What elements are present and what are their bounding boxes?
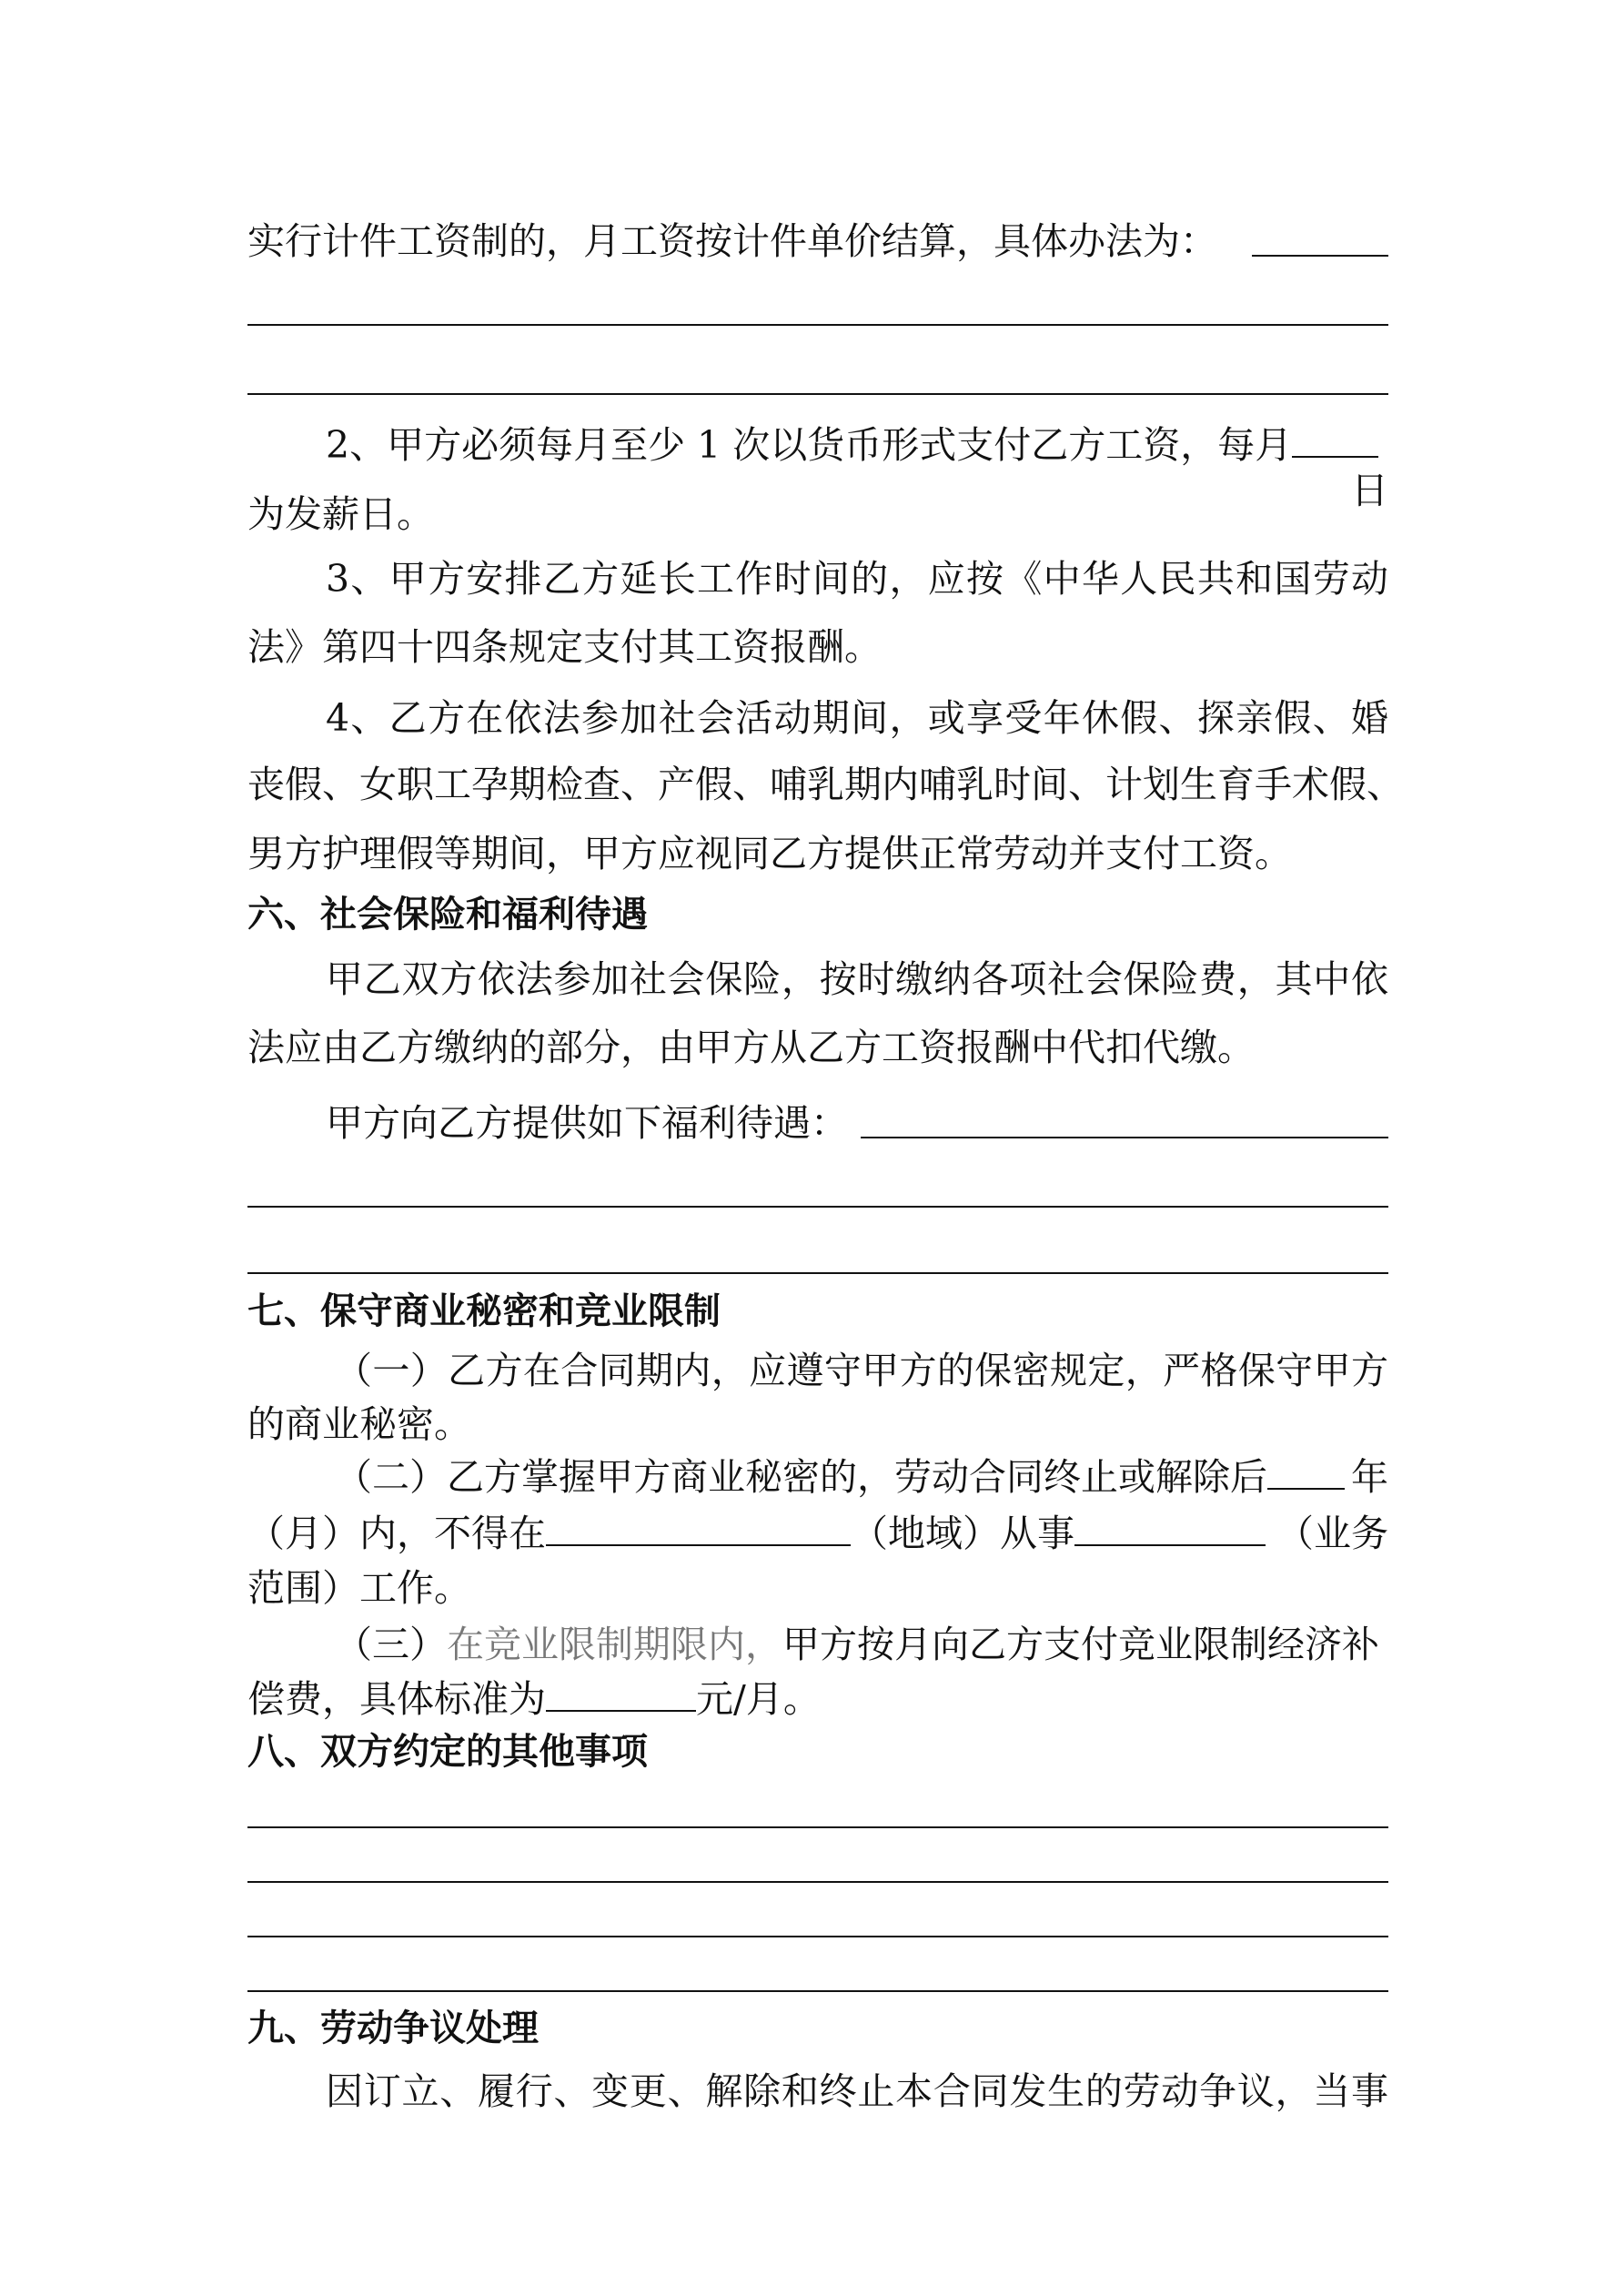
section-9-heading: 九、劳动争议处理 — [247, 2008, 539, 2049]
item-2-cont: 为发薪日。 — [247, 492, 434, 536]
item-4-cont2: 男方护理假等期间，甲方应视同乙方提供正常劳动并支付工资。 — [247, 832, 1292, 875]
welfare-blank[interactable] — [861, 1106, 1388, 1138]
clause-3-text: 甲方按月向乙方支付竞业限制经济补 — [782, 1623, 1379, 1666]
clause-2-text2: （月）内，不得在 — [247, 1512, 546, 1555]
fill-line[interactable] — [247, 393, 1388, 395]
section-9-text: 因订立、履行、变更、解除和终止本合同发生的劳动争议，当事 — [326, 2069, 1388, 2113]
region-blank[interactable] — [546, 1513, 851, 1546]
fill-line[interactable] — [247, 1936, 1388, 1937]
fill-line[interactable] — [247, 324, 1388, 326]
clause-2-cont2: 范围）工作。 — [247, 1566, 471, 1610]
fill-line[interactable] — [247, 1272, 1388, 1274]
clause-3-line — [247, 1622, 1388, 1667]
business-blank[interactable] — [1074, 1513, 1266, 1546]
clause-2-line — [247, 1454, 1388, 1500]
clause-2-text3: （地域）从事 — [851, 1512, 1074, 1555]
section-6-cont: 法应由乙方缴纳的部分，由甲方从乙方工资报酬中代扣代缴。 — [247, 1026, 1255, 1069]
piece-rate-text: 实行计件工资制的，月工资按计件单价结算，具体办法为： — [247, 219, 1217, 263]
clause-3-unit: 元/月。 — [696, 1677, 821, 1721]
section-8-heading: 八、双方约定的其他事项 — [247, 1731, 648, 1773]
item-4-cont: 丧假、女职工孕期检查、产假、哺乳期内哺乳时间、计划生育手术假、 — [247, 763, 1404, 806]
clause-2-text: （二）乙方掌握甲方商业秘密的，劳动合同终止或解除后 — [335, 1455, 1267, 1499]
section-6-heading: 六、社会保险和福利待遇 — [247, 894, 648, 936]
fill-line[interactable] — [247, 1206, 1388, 1208]
piece-rate-line — [247, 218, 1388, 264]
clause-3-text2: 偿费，具体标准为 — [247, 1677, 546, 1721]
item-4-text: 4、乙方在依法参加社会活动期间，或享受年休假、探亲假、婚 — [326, 696, 1388, 740]
clause-3-cont — [247, 1676, 1388, 1722]
item-3-cont: 法》第四十四条规定支付其工资报酬。 — [247, 625, 882, 669]
clause-1-text: （一）乙方在合同期内，应遵守甲方的保密规定，严格保守甲方 — [335, 1349, 1388, 1392]
item-2-day: 日 — [1351, 469, 1388, 512]
item-3-text: 3、甲方安排乙方延长工作时间的，应按《中华人民共和国劳动 — [326, 557, 1388, 601]
clause-3-num: （三） — [335, 1623, 447, 1666]
welfare-line — [247, 1100, 1388, 1146]
welfare-text: 甲方向乙方提供如下福利待遇： — [326, 1101, 848, 1145]
amount-blank[interactable] — [546, 1679, 696, 1712]
clause-1-cont: 的商业秘密。 — [247, 1402, 471, 1446]
fill-blank[interactable] — [1252, 224, 1388, 257]
section-7-heading: 七、保守商业秘密和竞业限制 — [247, 1290, 721, 1332]
item-2-text: 2、甲方必须每月至少 1 次以货币形式支付乙方工资，每月 — [326, 423, 1293, 467]
payday-blank[interactable] — [1292, 425, 1378, 458]
section-6-text: 甲乙双方依法参加社会保险，按时缴纳各项社会保险费，其中依 — [326, 957, 1388, 1001]
fill-line[interactable] — [247, 1990, 1388, 1992]
clause-2-text4: （业务 — [1276, 1512, 1388, 1555]
clause-3-text-grey: 在竞业限制期限内， — [447, 1623, 782, 1666]
fill-line[interactable] — [247, 1826, 1388, 1828]
fill-line[interactable] — [247, 1881, 1388, 1883]
clause-2-cont — [247, 1511, 1388, 1556]
years-blank[interactable] — [1267, 1457, 1345, 1490]
clause-2-year: 年 — [1351, 1455, 1388, 1499]
